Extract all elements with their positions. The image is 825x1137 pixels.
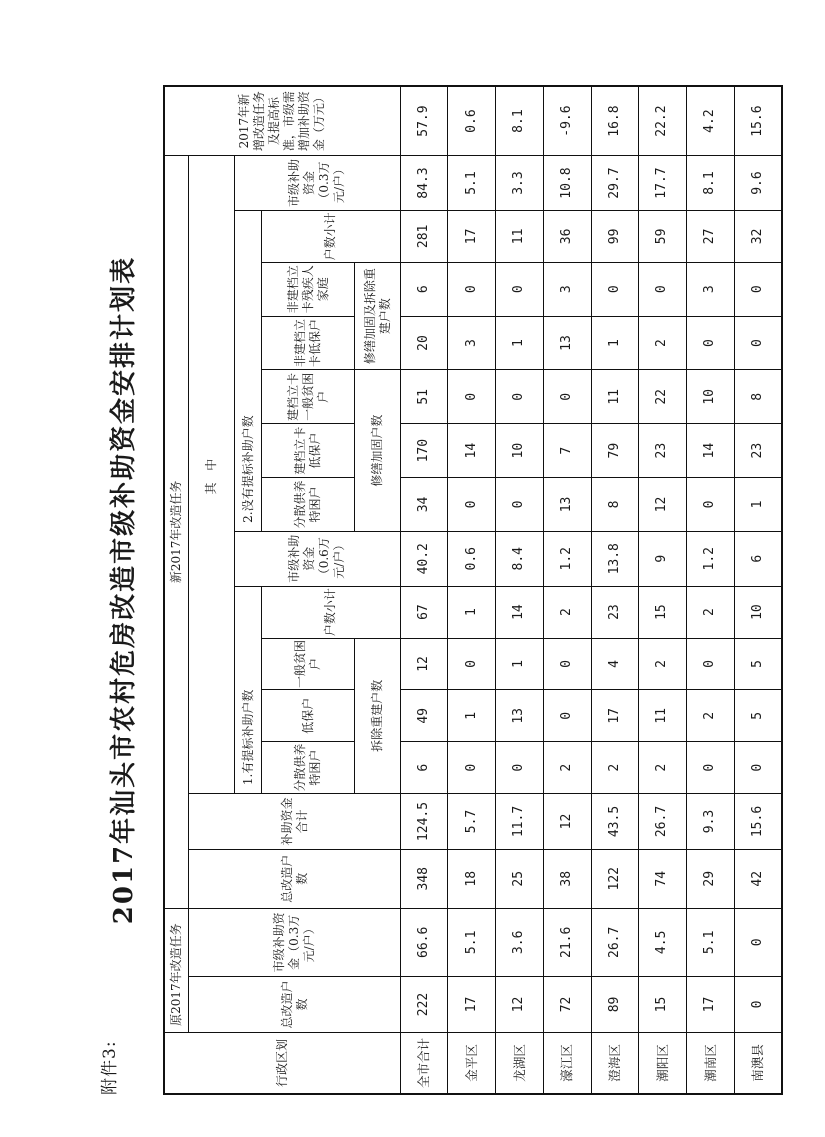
header-original-group: 原2017年改造任务: [164, 908, 189, 1032]
cell-n-funds: 3.3: [496, 156, 544, 211]
cell-n-dibao: 7: [543, 424, 591, 478]
cell-n-dibao: 10: [496, 424, 544, 478]
cell-orig-households: 17: [448, 977, 496, 1033]
table-body: [164, 86, 782, 1094]
header-orig-households: 总改造户数: [189, 977, 400, 1033]
district-cell: 金平区: [448, 1032, 496, 1094]
cell-n-pinkun: 10: [686, 370, 734, 424]
cell-total-funds: 43.5: [591, 794, 639, 850]
cell-n-disabled: 0: [639, 262, 687, 316]
cell-total-households: 38: [543, 849, 591, 908]
header-noraise-mixed-note: 修缮加固及拆除重建户数: [355, 262, 400, 370]
cell-n-pinkun: 0: [448, 370, 496, 424]
cell-r-pinkun: 0: [543, 638, 591, 690]
cell-orig-households: 0: [734, 977, 782, 1033]
cell-r-funds: 8.4: [496, 531, 544, 586]
cell-n-wubao: 0: [496, 478, 544, 532]
cell-total-funds: 11.7: [496, 794, 544, 850]
table-row: [734, 86, 782, 1094]
attachment-label: 附件3:: [100, 1040, 120, 1095]
header-raise-dibao: 低保户: [262, 690, 355, 742]
cell-r-dibao: 1: [448, 690, 496, 742]
cell-n-disabled: 0: [734, 262, 782, 316]
cell-r-wubao: 0: [686, 742, 734, 794]
district-cell: 潮南区: [686, 1032, 734, 1094]
header-raise-funds: 市级补助资金（0.6万元/户）: [234, 531, 400, 586]
cell-n-nondibao: 0: [686, 316, 734, 370]
cell-total-funds: 9.3: [686, 794, 734, 850]
cell-r-subtotal: 1: [448, 586, 496, 638]
header-noraise-funds: 市级补助资金（0.3万元/户）: [234, 156, 400, 211]
cell-r-funds: 13.8: [591, 531, 639, 586]
cell-n-disabled: 3: [543, 262, 591, 316]
table-row: [591, 86, 639, 1094]
header-noraise-group: 2.没有提标补助户数: [234, 210, 261, 531]
cell-n-pinkun: 8: [734, 370, 782, 424]
cell-n-wubao: 34: [400, 478, 448, 532]
cell-r-funds: 40.2: [400, 531, 448, 586]
cell-n-subtotal: 11: [496, 210, 544, 262]
cell-r-subtotal: 15: [639, 586, 687, 638]
cell-orig-households: 89: [591, 977, 639, 1033]
header-district: 行政区划: [164, 1032, 400, 1094]
table-row: [543, 86, 591, 1094]
cell-n-subtotal: 36: [543, 210, 591, 262]
cell-r-subtotal: 14: [496, 586, 544, 638]
cell-n-subtotal: 17: [448, 210, 496, 262]
cell-r-wubao: 0: [734, 742, 782, 794]
header-noraise-wubao: 分散供养特困户: [262, 478, 355, 532]
district-cell: 南澳县: [734, 1032, 782, 1094]
cell-n-subtotal: 281: [400, 210, 448, 262]
cell-r-funds: 1.2: [686, 531, 734, 586]
district-cell: 全市合计: [400, 1032, 448, 1094]
cell-extra: -9.6: [543, 86, 591, 156]
cell-extra: 15.6: [734, 86, 782, 156]
cell-total-households: 25: [496, 849, 544, 908]
cell-r-wubao: 0: [448, 742, 496, 794]
header-total-funds: 补助资金合计: [189, 794, 400, 850]
header-of-which: 其 中: [189, 156, 234, 794]
cell-total-funds: 124.5: [400, 794, 448, 850]
district-cell: 濠江区: [543, 1032, 591, 1094]
cell-n-nondibao: 20: [400, 316, 448, 370]
cell-n-subtotal: 27: [686, 210, 734, 262]
cell-n-disabled: 6: [400, 262, 448, 316]
cell-n-subtotal: 32: [734, 210, 782, 262]
cell-n-wubao: 12: [639, 478, 687, 532]
cell-r-dibao: 13: [496, 690, 544, 742]
cell-extra: 8.1: [496, 86, 544, 156]
cell-n-funds: 9.6: [734, 156, 782, 211]
cell-r-funds: 1.2: [543, 531, 591, 586]
cell-n-nondibao: 0: [734, 316, 782, 370]
cell-orig-households: 222: [400, 977, 448, 1033]
cell-r-subtotal: 2: [543, 586, 591, 638]
cell-orig-households: 15: [639, 977, 687, 1033]
cell-n-subtotal: 99: [591, 210, 639, 262]
cell-n-nondibao: 1: [496, 316, 544, 370]
cell-r-pinkun: 5: [734, 638, 782, 690]
cell-n-nondibao: 2: [639, 316, 687, 370]
cell-n-disabled: 0: [591, 262, 639, 316]
cell-extra: 16.8: [591, 86, 639, 156]
header-noraise-disabled: 非建档立卡残疾人家庭: [262, 262, 355, 316]
header-row-1: [164, 86, 189, 1094]
cell-extra: 4.2: [686, 86, 734, 156]
cell-orig-funds: 66.6: [400, 908, 448, 977]
cell-r-dibao: 0: [543, 690, 591, 742]
header-noraise-subtotal: 户数小计: [262, 210, 401, 262]
cell-r-wubao: 6: [400, 742, 448, 794]
cell-r-pinkun: 0: [686, 638, 734, 690]
table-row: [686, 86, 734, 1094]
header-raise-rebuild-note: 拆除重建户数: [355, 638, 400, 794]
cell-total-households: 348: [400, 849, 448, 908]
header-total-households: 总改造户数: [189, 849, 400, 908]
cell-n-funds: 10.8: [543, 156, 591, 211]
cell-n-dibao: 14: [686, 424, 734, 478]
cell-n-funds: 29.7: [591, 156, 639, 211]
cell-orig-households: 72: [543, 977, 591, 1033]
cell-r-funds: 0.6: [448, 531, 496, 586]
header-raise-pinkun: 一般贫困户: [262, 638, 355, 690]
cell-total-funds: 12: [543, 794, 591, 850]
cell-r-wubao: 0: [496, 742, 544, 794]
cell-orig-funds: 26.7: [591, 908, 639, 977]
header-raise-group: 1.有提标补助户数: [234, 586, 261, 793]
cell-r-subtotal: 10: [734, 586, 782, 638]
cell-n-pinkun: 51: [400, 370, 448, 424]
header-new-group: 新2017年改造任务: [164, 156, 189, 908]
cell-orig-funds: 5.1: [686, 908, 734, 977]
cell-n-pinkun: 22: [639, 370, 687, 424]
cell-total-funds: 26.7: [639, 794, 687, 850]
table-row: [400, 86, 448, 1094]
cell-n-funds: 8.1: [686, 156, 734, 211]
cell-r-pinkun: 2: [639, 638, 687, 690]
cell-n-dibao: 14: [448, 424, 496, 478]
subsidy-plan-table: [163, 85, 783, 1095]
cell-r-pinkun: 1: [496, 638, 544, 690]
cell-r-dibao: 2: [686, 690, 734, 742]
cell-n-wubao: 1: [734, 478, 782, 532]
cell-n-dibao: 23: [639, 424, 687, 478]
cell-n-pinkun: 11: [591, 370, 639, 424]
cell-n-disabled: 0: [496, 262, 544, 316]
cell-n-funds: 84.3: [400, 156, 448, 211]
cell-n-pinkun: 0: [496, 370, 544, 424]
header-noraise-repair-note: 修缮加固户数: [355, 370, 400, 531]
cell-r-dibao: 49: [400, 690, 448, 742]
cell-r-subtotal: 23: [591, 586, 639, 638]
cell-n-funds: 5.1: [448, 156, 496, 211]
cell-r-wubao: 2: [639, 742, 687, 794]
cell-total-households: 122: [591, 849, 639, 908]
cell-n-disabled: 0: [448, 262, 496, 316]
rotated-table-sheet: [95, 80, 785, 1100]
header-raise-wubao: 分散供养特困户: [262, 742, 355, 794]
cell-n-dibao: 79: [591, 424, 639, 478]
cell-extra: 57.9: [400, 86, 448, 156]
cell-r-pinkun: 0: [448, 638, 496, 690]
cell-n-wubao: 0: [448, 478, 496, 532]
cell-r-subtotal: 67: [400, 586, 448, 638]
cell-extra: 22.2: [639, 86, 687, 156]
header-noraise-dibao: 建档立卡低保户: [262, 424, 355, 478]
cell-r-pinkun: 4: [591, 638, 639, 690]
cell-orig-funds: 5.1: [448, 908, 496, 977]
district-cell: 龙湖区: [496, 1032, 544, 1094]
cell-orig-funds: 0: [734, 908, 782, 977]
header-noraise-pinkun: 建档立卡一般贫困户: [262, 370, 355, 424]
cell-extra: 0.6: [448, 86, 496, 156]
cell-total-households: 18: [448, 849, 496, 908]
table-row: [639, 86, 687, 1094]
cell-orig-funds: 3.6: [496, 908, 544, 977]
cell-orig-households: 17: [686, 977, 734, 1033]
table-row: [448, 86, 496, 1094]
header-noraise-nondibao: 非建档立卡低保户: [262, 316, 355, 370]
cell-r-dibao: 17: [591, 690, 639, 742]
cell-total-households: 29: [686, 849, 734, 908]
district-cell: 澄海区: [591, 1032, 639, 1094]
cell-r-funds: 9: [639, 531, 687, 586]
cell-n-dibao: 23: [734, 424, 782, 478]
cell-n-nondibao: 13: [543, 316, 591, 370]
cell-n-funds: 17.7: [639, 156, 687, 211]
cell-r-pinkun: 12: [400, 638, 448, 690]
header-orig-funds: 市级补助资金（0.3万元/户）: [189, 908, 400, 977]
cell-orig-funds: 4.5: [639, 908, 687, 977]
document-title: 2017年汕头市农村危房改造市级补助资金安排计划表: [109, 255, 139, 925]
header-extra-funds: 2017年新增改造任务及提高标准，市级需增加补助资金（万元）: [164, 86, 400, 156]
cell-n-wubao: 13: [543, 478, 591, 532]
cell-total-funds: 15.6: [734, 794, 782, 850]
cell-total-funds: 5.7: [448, 794, 496, 850]
header-row-2: [189, 86, 234, 1094]
cell-n-dibao: 170: [400, 424, 448, 478]
cell-n-wubao: 8: [591, 478, 639, 532]
cell-n-subtotal: 59: [639, 210, 687, 262]
cell-r-dibao: 11: [639, 690, 687, 742]
header-raise-subtotal: 户数小计: [262, 586, 401, 638]
cell-r-funds: 6: [734, 531, 782, 586]
cell-n-nondibao: 3: [448, 316, 496, 370]
table-row: [496, 86, 544, 1094]
cell-total-households: 74: [639, 849, 687, 908]
cell-r-dibao: 5: [734, 690, 782, 742]
cell-total-households: 42: [734, 849, 782, 908]
cell-n-nondibao: 1: [591, 316, 639, 370]
cell-r-wubao: 2: [543, 742, 591, 794]
cell-n-wubao: 0: [686, 478, 734, 532]
cell-n-disabled: 3: [686, 262, 734, 316]
cell-n-pinkun: 0: [543, 370, 591, 424]
cell-orig-funds: 21.6: [543, 908, 591, 977]
cell-r-subtotal: 2: [686, 586, 734, 638]
cell-r-wubao: 2: [591, 742, 639, 794]
cell-orig-households: 12: [496, 977, 544, 1033]
district-cell: 潮阳区: [639, 1032, 687, 1094]
